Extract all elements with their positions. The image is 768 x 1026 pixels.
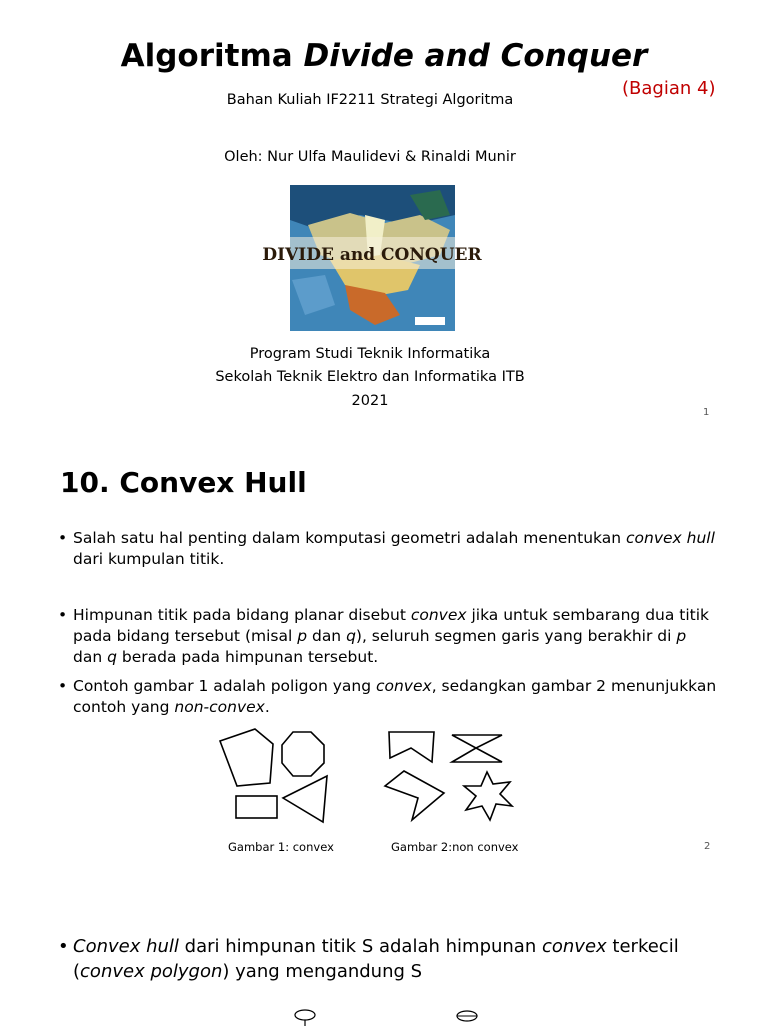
caption-convex: Gambar 1: convex [228, 840, 334, 854]
bullet-convex-hull-definition: • Convex hull dari himpunan titik S adalah himpunan convex terkecil (convex polygon) yang mengandung S [58, 936, 679, 982]
page-number: 1 [703, 407, 710, 418]
points-figure-partial [290, 1006, 490, 1026]
page-number: 2 [704, 841, 711, 852]
slide-title: Algoritma Divide and Conquer [120, 38, 648, 74]
bullet-dot: • [58, 677, 68, 695]
course-subtitle: Bahan Kuliah IF2211 Strategi Algoritma [226, 92, 514, 108]
slide-1 [0, 0, 768, 428]
slide-2 [0, 436, 768, 870]
convex-triangle [283, 776, 327, 822]
bullet-example: • Contoh gambar 1 adalah poligon yang convex, sedangkan gambar 2 menunjukkan contoh yang non-convex. [58, 677, 717, 716]
point-marker [295, 1010, 315, 1020]
bullet-dot: • [58, 529, 68, 547]
non-convex-notched-shape [389, 732, 434, 762]
bullet-dot: • [58, 606, 68, 624]
convex-pentagon [220, 729, 273, 786]
non-convex-arrow-shape [385, 771, 444, 820]
map-banner-text: DIVIDE and CONQUER [262, 245, 482, 265]
caption-non-convex: Gambar 2:non convex [391, 840, 519, 854]
year-line: 2021 [351, 393, 389, 409]
slide-heading: 10. Convex Hull [60, 466, 307, 499]
part-label: (Bagian 4) [622, 78, 716, 99]
non-convex-hourglass [452, 735, 502, 762]
slide-3 [0, 878, 768, 1024]
school-line: Sekolah Teknik Elektro dan Informatika ITB [215, 369, 525, 385]
convex-polygons-figure [215, 726, 335, 826]
authors: Oleh: Nur Ulfa Maulidevi & Rinaldi Munir [224, 149, 516, 165]
non-convex-star [464, 772, 512, 820]
non-convex-polygons-figure [382, 728, 522, 828]
divide-and-conquer-map-image [262, 185, 482, 331]
convex-octagon [282, 732, 324, 776]
convex-rectangle [236, 796, 277, 818]
bullet-dot: • [58, 936, 69, 957]
bullet-convex-hull-intro: • Salah satu hal penting dalam komputasi geometri adalah menentukan convex hull dari kumpulan titik. [58, 529, 715, 568]
program-line: Program Studi Teknik Informatika [249, 346, 491, 362]
bullet-convex-definition: • Himpunan titik pada bidang planar disebut convex jika untuk sembarang dua titik pada bidang tersebut (misal p dan q), seluruh segmen garis yang berakhir di p dan q berada pada himpunan tersebut. [58, 606, 710, 666]
